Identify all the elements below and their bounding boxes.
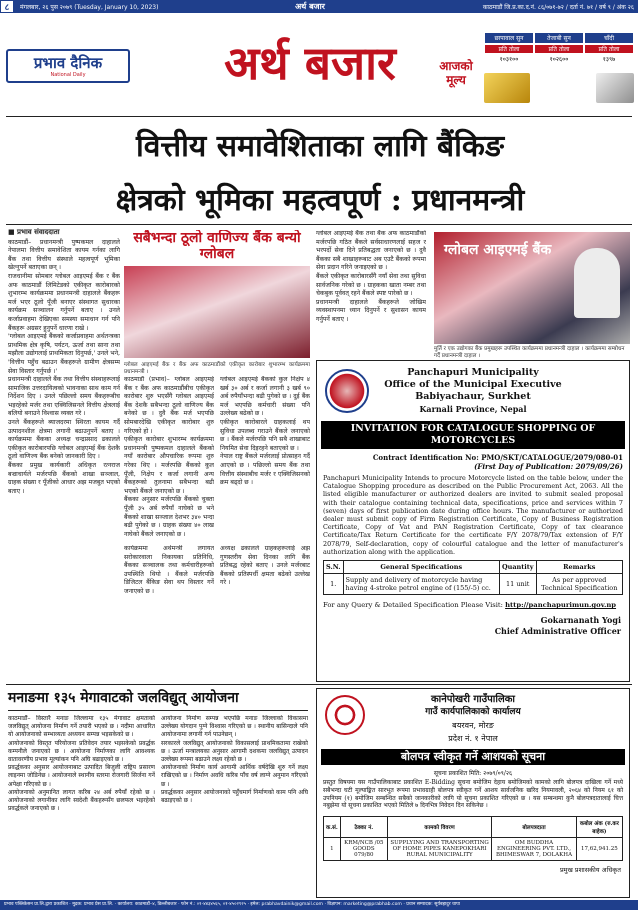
table-row — [324, 574, 623, 595]
top-strip — [0, 0, 638, 13]
paragraph: कार्यक्रममा अर्थमन्त्री लगायत सरोकारवाला निकायका प्रतिनिधि, बैंकका सञ्चालक तथा कर्मचारीहरूको उपस्थिति थियो । बैंकले मर्जरपछि डिजिटल बैंकिङ सेवा थप विस्तार गर्ने जनाएको छ । — [124, 545, 214, 595]
table-cell: 1 — [324, 838, 341, 861]
main-headline — [20, 120, 620, 228]
paragraph: बैंकका अनुसार मर्जरपछि बैंकको चुक्ता पूँजी ३५ अर्ब रुपैयाँ नाघेको छ भने बैंकको शाखा सञ्जाल देशभर ३४० भन्दा बढी पुगेको छ । ग्राहक संख्या ४० लाख नाघेको बैंकले जनाएको छ । — [124, 496, 214, 538]
divider — [6, 116, 632, 117]
bid-table — [323, 816, 623, 861]
price-value: १०३१०० — [499, 56, 519, 63]
footer-imprint: प्रभाव पब्लिकेसन प्रा.लि.द्वारा प्रकाशित · मुद्रक: प्रभाव प्रेस प्रा.लि. · कार्यालय: काठमाडौं–४, डिल्लीबजार · फोन नं.: ०१-४४३४५६५, ०१-४५०२९२५ · इमेल: prabhavdainik@gmail.com · विज्ञापन: marketing@prabhab.com · प्रधान सम्पादक: सूर्यबहादुर थापा — [0, 900, 638, 910]
org-name: Panchapuri Municipality — [407, 367, 539, 378]
table-header: ठेक्का नं. — [340, 817, 387, 838]
notice-title — [321, 421, 625, 449]
nepal-emblem-icon — [325, 369, 369, 413]
table-header: General Specifications — [343, 561, 499, 574]
section-title: अर्थ बजार — [224, 36, 396, 90]
paragraph: काठमाडौं– प्रधानमन्त्री पुष्पकमल दाहालले नेपालमा वित्तीय समावेशिता कायम गर्नका लागि बैंक तथा वित्तीय संस्थाले महत्वपूर्ण भूमिका खेल्नुपर्ने बताएका छन् । — [8, 238, 120, 272]
bank-story-continued — [124, 545, 310, 675]
table-header: कबोल अंक (रु.कर बाहेक) — [576, 817, 622, 838]
paragraph: उनले बैंकहरूले ब्याजदरमा स्थिरता कायम गर्दै उत्पादनशील क्षेत्रमा लगानी बढाउनुपर्ने बताए । कार्यक्रममा बैंकका अध्यक्ष चन्द्रप्रसाद ढकालले एकीकृत कारोबारपछि ग्लोबल आइएमई बैंक देशकै ठूलो वाणिज्य बैंक बनेको जानकारी दिए । — [8, 419, 120, 461]
website-link[interactable]: http://panchapurimun.gov.np — [505, 601, 617, 610]
inquiry-text: For any Query & Detailed Specification Please Visit: — [323, 601, 503, 610]
signature-block — [317, 615, 629, 637]
newspaper-logo — [6, 49, 130, 83]
photo-captions — [434, 346, 630, 360]
masthead — [0, 13, 638, 111]
logo-tagline: National Daily — [50, 72, 86, 78]
paragraph: ग्लोबल आइएमई बैंकको कुल निक्षेप ४ खर्ब ३० अर्ब र कर्जा लगानी ३ खर्ब ९० अर्ब रुपैयाँभन्दा बढी पुगेको छ । दुई बैंक मर्ज भएपछि कर्मचारी संख्या पनि उल्लेख्य बढेको छ । — [220, 376, 310, 418]
price-value: १३९७ — [602, 56, 616, 63]
divider — [6, 224, 632, 225]
price-head-tejabi-gold: तेजाबी सुन — [535, 33, 583, 43]
photo-caption-left: मुर्ति र एक उद्योगका बैंक प्रमुखहरू उपस्थित कार्यक्रममा प्रधानमन्त्री दाहाल । — [434, 346, 584, 352]
section-name: अर्थ बजार — [295, 2, 325, 11]
photo-caption: ग्लोबल आइएमई बैंक र बैंक अफ काठमाडौंको एकीकृत कारोबार शुभारम्भ कार्यक्रममा प्रधानमन्त्री । — [124, 362, 310, 375]
headline-line-2: क्षेत्रको भूमिका महत्वपूर्ण : प्रधानमन्त्री — [115, 183, 525, 218]
event-photo — [124, 266, 310, 358]
price-unit: प्रति तोला — [535, 45, 583, 53]
text-column — [220, 545, 310, 675]
table-header: Quantity — [499, 561, 536, 574]
org-province: Karnali Province, Nepal — [419, 404, 527, 414]
paragraph: आयोजनाको विस्तृत परियोजना प्रतिवेदन तयार भइसकेको प्रवर्द्धक कम्पनीले जनाएको छ । आयोजना निर्माणका लागि आवश्यक वातावरणीय प्रभाव मूल्यांकन पनि अघि बढाइएको छ । — [8, 739, 155, 764]
org-address: Babiyachaur, Surkhet — [415, 391, 531, 402]
paragraph: अध्यक्ष ढकालले ग्राहकहरूलाई अझ गुणस्तरीय सेवा दिनका लागि बैंक प्रतिबद्ध रहेको बताए । उनले मर्जरबाट बैंकको प्रतिस्पर्धी क्षमता बढेको उल्लेख गरे । — [220, 545, 310, 587]
notice-body: प्रस्तुत विषयमा यस गाउँपालिकाबाट प्रकाशित E-Bidding सूचना बमोजिम देहाय बमोजिमको कामको लागि बोलपत्र दाखिला गर्ने मध्ये सबैभन्दा घटी मूल्याङ्कित सारभूत रूपमा प्रभावग्राही बोलपत्र स्वीकृत गर्ने आशय सार्वजनिक खरिद नियमावली, २०६४ को नियम ६१ को उपनियम (१) बमोजिम सम्बन्धित सबैको जानकारीको लागि यो सूचना प्रकाशित गरिएको छ । यस सम्बन्धमा कुनै बोलपत्रदातालाई चित्त नबुझेमा यो सूचना प्रकाशित भएको मितिले ७ दिनभित्र निवेदन दिन सकिनेछ । — [323, 779, 623, 810]
photo-caption-right: कार्यक्रममा सम्बोधन गर्दै प्रधानमन्त्री दाहाल । — [434, 346, 625, 359]
logo-name: प्रभाव दैनिक — [33, 54, 103, 72]
paragraph: बैंकले एकीकृत कारोबारसँगै नयाँ सेवा तथा सुविधा सार्वजनिक गरेको छ । ग्राहकका खाता नम्बर तथा चेकबुक पूर्ववत् रहने बैंकले स्पष्ट पारेको छ । — [316, 272, 426, 298]
paragraph: आयोजनाको निर्माण कार्य आगामी आर्थिक वर्षदेखि शुरु गर्ने लक्ष्य राखिएको छ । निर्माण अवधि करिब पाँच वर्ष लाग्ने अनुमान गरिएको छ । — [161, 764, 308, 788]
price-unit: प्रति तोला — [585, 45, 633, 53]
notice-title: बोलपत्र स्वीकृत गर्ने आशयको सूचना — [321, 749, 625, 765]
org-name: कानेपोखरी गाउँपालिका — [430, 694, 516, 705]
table-cell: SUPPLYING AND TRANSPORTING OF HOME PIPES KANEPOKHARI RURAL MUNICIPALITY — [387, 838, 491, 861]
hydropower-story — [8, 688, 308, 895]
table-cell: 11 unit — [499, 574, 536, 595]
contract-info — [317, 453, 629, 471]
price-unit: प्रति तोला — [485, 45, 533, 53]
paragraph: 'ग्लोबल आइएमई बैंकको कर्जाप्रवाहमा अर्थतन्त्रका प्राथमिक क्षेत्र कृषि, पर्यटन, ऊर्जा तथा साना तथा मझौला उद्योगलाई प्राथमिकता दिनुपर्छ,' उनले भने, 'वित्तीय पहुँच बढाउन बैंकहरूले ग्रामीण क्षेत्रसम्म सेवा विस्तार गर्नुपर्छ ।' — [8, 333, 120, 375]
paragraph: नेपाल राष्ट्र बैंकले मर्जरलाई प्रोत्साहन गर्दै आएको छ । पछिल्लो समय बैंक तथा वित्तीय संस्थाबीच मर्जर र एक्विजिसनको क्रम बढ्दो छ । — [220, 453, 310, 487]
byline: ■ प्रभाव संवाददाता — [8, 228, 60, 236]
publication-date: सूचना प्रकाशित मिति: २०७९/०९/२६ — [433, 770, 513, 777]
table-header: कामको विवरण — [387, 817, 491, 838]
paragraph: एकीकृत कारोबार शुभारम्भ कार्यक्रममा प्रधानमन्त्री पुष्पकमल दाहालले बैंकको नयाँ कारोबार औपचारिक रूपमा शुरु गरेका थिए । मर्जरपछि बैंकको कुल पूँजी, निक्षेप र कर्जा लगानी अन्य बैंकहरूको तुलनामा सबैभन्दा बढी भएको बैंकले जनाएको छ । — [124, 436, 214, 495]
price-head-silver: चाँदी — [585, 33, 633, 43]
text-column — [161, 715, 308, 895]
issue-date: मंगलबार, २६ पुस २०७९ (Tuesday, January 10, 2023) — [20, 3, 159, 11]
paragraph: प्रवर्द्धकका अनुसार आयोजनाबाट उत्पादित बिजुली राष्ट्रिय प्रसारण लाइनमा जोडिनेछ । आयोजनाले स्थानीय स्तरमा रोजगारी सिर्जना गर्ने अपेक्षा गरिएको छ । — [8, 764, 155, 788]
table-row — [324, 838, 623, 861]
org-address: बयरवन, मोरङ — [452, 721, 494, 730]
photo-backdrop-text: ग्लोबल आइएमई बैंक — [444, 242, 552, 258]
price-value: १०२६०० — [549, 56, 569, 63]
table-header: S.N. — [324, 561, 344, 574]
gold-bar-image — [484, 73, 530, 103]
org-office: Office of the Municipal Executive — [384, 379, 562, 390]
org-office: गाउँ कार्यपालिकाको कार्यालय — [425, 707, 521, 717]
paragraph: बैंकका प्रमुख कार्यकारी अधिकृत रत्नराज बज्राचार्यले मर्जरपछि बैंकको शाखा सञ्जाल, ग्राहक संख्या र पूँजीको आधार अझ मजबुत भएको बताए । — [8, 462, 120, 495]
story-title: सबैभन्दा ठूलो वाणिज्य बैंक बन्यो ग्लोबल — [133, 230, 301, 262]
municipality-notice — [316, 360, 630, 682]
table-cell: As per approved Technical Specification — [536, 574, 622, 595]
table-cell: 17,62,941.25 — [576, 838, 622, 861]
headline-line-1: वित्तीय समावेशिताका लागि बैंकिङ — [135, 129, 505, 164]
paragraph: प्रधानमन्त्री दाहालले बैंकहरूले जोखिम व्यवस्थापनमा ध्यान दिनुपर्ने र सुशासन कायम गर्नुपर्ने बताए । — [316, 298, 426, 323]
paragraph: एकीकृत कारोबारले ग्राहकलाई थप सुविधा उपलब्ध गराउने बैंकले जनाएको छ । बैंकले मर्जरपछि पनि सबै शाखाबाट नियमित सेवा दिइरहने बताएको छ । — [220, 418, 310, 452]
notice-title-line-1: INVITATION FOR CATALOGUE SHOPPING OF — [350, 423, 596, 434]
rural-municipality-notice — [316, 688, 630, 898]
municipality-emblem-icon — [325, 695, 365, 735]
table-cell: Supply and delivery of motorcycle having having 4-stroke petrol engine of (155/-5) cc. — [343, 574, 499, 595]
aajako-text: आजको — [439, 59, 473, 73]
table-header-row — [324, 561, 623, 574]
right-story — [316, 230, 426, 350]
table-cell: KRM/NCB /05 GOODS 079/80 — [340, 838, 387, 861]
table-header: बोलपत्रदाता — [492, 817, 576, 838]
specification-table — [323, 560, 623, 595]
paragraph: राजधानीमा सोमबार ग्लोबल आइएमई बैंक र बैंक अफ काठमाडौं लिमिटेडको एकीकृत कारोबारको शुभारम्भ कार्यक्रममा प्रधानमन्त्री दाहालले बैंकहरू मर्ज भएर ठूलो पूँजी बनाएर संस्थागत सुधारका कार्यक्रम सञ्चालन गर्नुपर्ने बताए । उनले कर्जाप्रवाहमा देखिएका समस्या समाधान गर्न पनि बैंकहरू अग्रसर हुनुपर्ने धारणा राखे । — [8, 272, 120, 332]
paragraph: ग्लोबल आइएमई बैंक तथा बैंक अफ काठमाडौंको मर्जरपछि गठित बैंकले सर्वसाधारणलाई सहज र भरपर्दो सेवा दिने प्रतिबद्धता जनाएको छ । दुवै बैंकका सबै शाखाहरूबाट अब एउटै बैंकको रूपमा सेवा प्रदान गरिने जनाइएको छ । — [316, 230, 426, 272]
paragraph: प्रधानमन्त्री दाहालले बैंक तथा वित्तीय संस्थाहरूलाई सामाजिक उत्तरदायित्वको भावनाका साथ काम गर्न निर्देशन दिए । उनले पछिल्लो समय बैंकहरूबीच भइरहेको मर्जर तथा एक्विजिसनले वित्तीय क्षेत्रलाई बलियो बनाउने विश्वास व्यक्त गरे । — [8, 376, 120, 418]
notice-title-line-2: MOTORCYCLES — [430, 435, 516, 446]
paragraph: आयोजनाको अनुमानित लागत करिब २४ अर्ब रुपैयाँ रहेको छ । आयोजनाको लगानीका लागि स्वदेशी बैंकहरूसँग छलफल भइरहेको प्रवर्द्धकले जनाएको छ । — [8, 788, 155, 813]
inquiry-line — [317, 599, 629, 611]
prime-minister-photo — [434, 232, 630, 344]
signatory-name: Gokarnanath Yogi — [540, 615, 621, 626]
table-header-row — [324, 817, 623, 838]
story-title: मनाङमा १३५ मेगावाटको जलविद्युत् आयोजना — [8, 688, 308, 711]
text-column — [124, 545, 214, 675]
table-header: Remarks — [536, 561, 622, 574]
price-box — [484, 33, 634, 63]
text-column — [8, 715, 155, 895]
table-cell: OM BUDDHA ENGINEERING PVT. LTD., BHIMESWAR 7, DOLAKHA — [492, 838, 576, 861]
mulya-text: मूल्य — [446, 73, 466, 87]
paragraph: काठमाडौं– विस्तारै मनाङ जिल्लामा १३५ मेगावाट क्षमताको जलविद्युत् आयोजना निर्माण गर्ने तयारी भएको छ । नदीमा आधारित यो आयोजनाको सम्भाव्यता अध्ययन सम्पन्न भइसकेको छ । — [8, 715, 155, 739]
paragraph: आयोजना निर्माण सम्पन्न भएपछि मनाङ जिल्लाको विकासमा उल्लेख्य योगदान पुग्ने विश्वास गरिएको छ । स्थानीय बासिन्दाले पनि आयोजनामा लगानी गर्न पाउनेछन् । — [161, 715, 308, 739]
registration-info: काठमाडौं जि.प्र.का.द.नं. ८६/०७१-७२ / दर्ता नं. ७१ / वर्ष ९ / अंक २६ — [482, 3, 634, 11]
contract-id: Contract Identification No: PMO/SKT/CATALOGUE/2079/080-01 — [372, 453, 623, 462]
notice-body: Panchapuri Municipality Intends to procure Motorcycle listed on the table below, under the Catalogue Shopping procedure as described on the Public Procurement Act, 2063. All the listed eligible manufacturer or authorized dealers are invited to submit sealed proposal with their catalogue containing technical data, specifications, price and services within 7 (seven) days of first publication date during office hours. The manufacturer or authorized dealer must submit copy of Firm Registration Certificate, Copy of Business Registration Certificate, Copy of Vat and PAN Registration Certificate, Copy of tax clearance Certificate/Tax Return Certificate for the certificate F/Y 2078/79/Tax extension of F/Y 2078/79, Self-declaration, copy of colourful catalogue and the letter of manufacturer's authorization along with the application. — [323, 474, 623, 556]
page-number: ८ — [0, 0, 14, 13]
divider — [6, 684, 632, 685]
paragraph: काठमाडौं (प्रभाव)– ग्लोबल आइएमई बैंक र बैंक अफ काठमाडौंबीच एकीकृत कारोबार शुरु भएसँगै ग्लोबल आइएमई बैंक देशकै सबैभन्दा ठूलो वाणिज्य बैंक बनेको छ । दुवै बैंक मर्ज भएपछि सोमबारदेखि एकीकृत कारोबार शुरु गरिएको हो । — [124, 376, 214, 435]
paragraph: सरकारले जलविद्युत् आयोजनाको विकासलाई प्राथमिकतामा राखेको छ । ऊर्जा मन्त्रालयका अनुसार आगामी दशकमा जलविद्युत् उत्पादन उल्लेख्य रूपमा बढाउने लक्ष्य रहेको छ । — [161, 739, 308, 764]
lead-story — [8, 228, 120, 658]
price-head-hallmark-gold: छापावाल सुन — [485, 33, 533, 43]
todays-price-label — [430, 59, 482, 87]
org-province: प्रदेश नं. १ नेपाल — [448, 734, 498, 743]
first-publication: (First Day of Publication: 2079/09/26) — [474, 462, 623, 471]
signatory-title: प्रमुख प्रशासकीय अधिकृत — [559, 866, 621, 875]
bank-story — [124, 230, 310, 586]
silver-bar-image — [596, 73, 634, 103]
table-cell: 1. — [324, 574, 344, 595]
signatory-title: Chief Administrative Officer — [494, 626, 621, 637]
person-silhouette — [574, 248, 620, 318]
table-header: क.सं. — [324, 817, 341, 838]
paragraph: प्रवर्द्धकका अनुसार आयोजनाको पहुँचमार्ग निर्माणको काम पनि अघि बढाइएको छ । — [161, 788, 308, 805]
